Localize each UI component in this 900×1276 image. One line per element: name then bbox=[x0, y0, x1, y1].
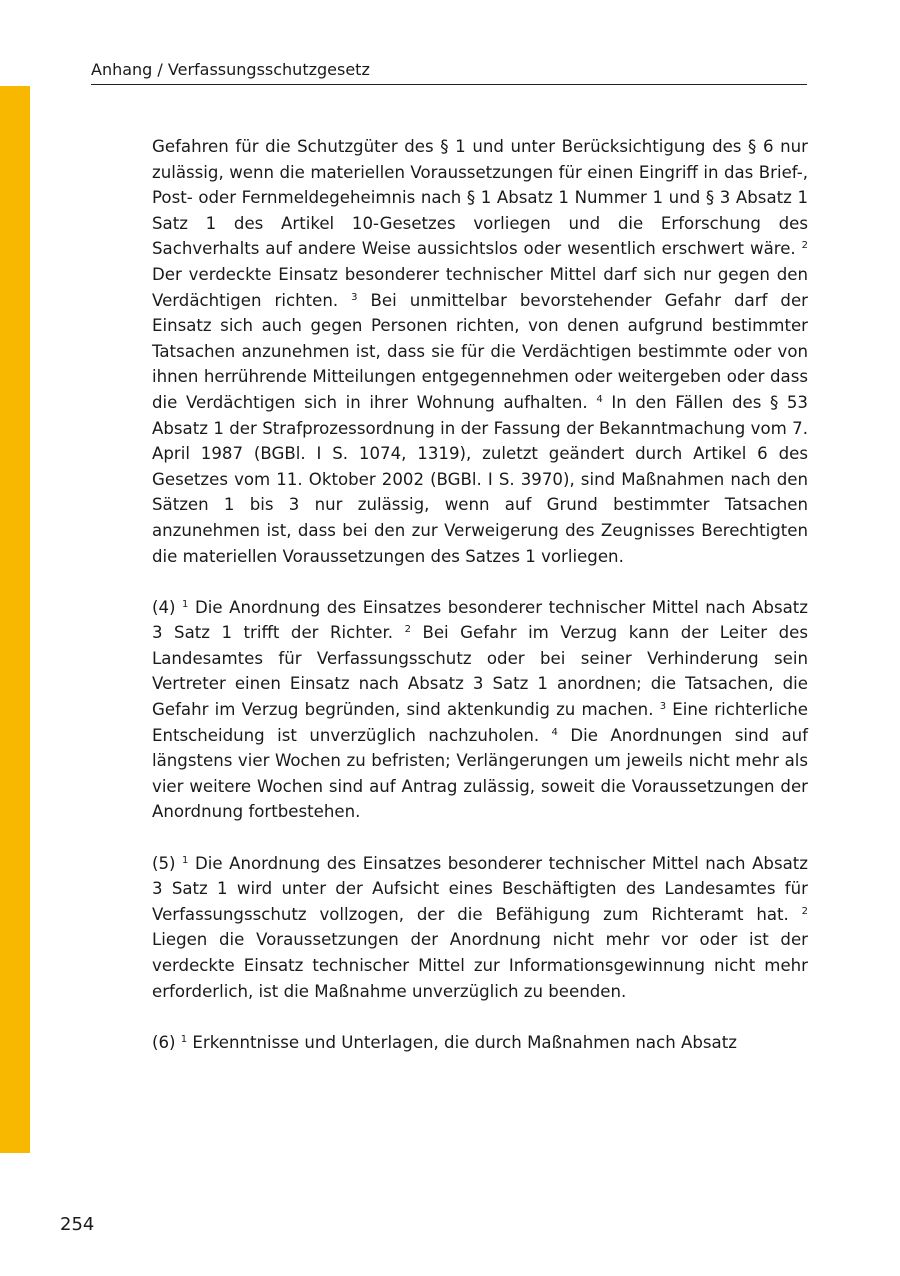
paragraph-label: (6) bbox=[152, 1032, 181, 1052]
paragraph-label: (5) bbox=[152, 853, 183, 873]
running-header: Anhang / Verfassungsschutzgesetz bbox=[91, 59, 807, 85]
sentence-number: 2 bbox=[404, 624, 411, 636]
body-text bbox=[152, 134, 808, 1055]
paragraph-5: (5) $^1$ Die Anordnung des Einsatzes besonderer technischer Mittel nach Absatz 3 Satz 1 wird unter der Aufsicht eines Beschäftigten des Landesamtes für Verfassungsschutz vollzogen, der die Befähigung zum Richteramt hat. $^2$ Liegen die Voraussetzungen der Anordnung nicht mehr vor oder ist der verdeckte Einsatz technischer Mittel zur Informationsgewinnung nicht mehr erforderlich, ist die Maßnahme unverzüglich zu beenden. bbox=[152, 853, 808, 1001]
paragraph-4: (4) $^1$ Die Anordnung des Einsatzes besonderer technischer Mittel nach Absatz 3 Satz 1 trifft der Richter. $^2$ Bei Gefahr im Verzug kann der Leiter des Landesamtes für Verfassungsschutz oder bei seiner Verhinderung sein Vertreter einen Einsatz nach Absatz 3 Satz 1 anordnen; die Tatsachen, die Gefahr im Verzug begründen, sind aktenkundig zu machen. $^3$ Eine richterliche Entscheidung ist unverzüglich nachzuholen. $^4$ Die Anordnungen sind auf längstens vier Wochen zu befristen; Verlängerungen um jeweils nicht mehr als vier weitere Wochen sind auf Antrag zulässig, soweit die Voraussetzungen der Anordnung fortbestehen. bbox=[152, 597, 808, 822]
sentence-number: 1 bbox=[182, 598, 189, 610]
sentence-number: 2 bbox=[801, 240, 808, 252]
page-number: 254 bbox=[60, 1214, 95, 1235]
sentence-number: 2 bbox=[801, 905, 808, 917]
sentence-number: 3 bbox=[659, 701, 667, 713]
yellow-side-bar bbox=[0, 86, 30, 1153]
sentence-number: 4 bbox=[596, 393, 603, 405]
paragraph-6: (6) $^1$ Erkenntnisse und Unterlagen, die durch Maßnahmen nach Absatz bbox=[152, 1032, 737, 1052]
paragraph-continued: Gefahren für die Schutzgüter des § 1 und unter Berücksichtigung des § 6 nur zulässig, wenn die materiellen Voraussetzungen für einen Eingriff in das Brief-, Post- oder Fernmeldegeheimnis nach § 1 Absatz 1 Nummer 1 und § 3 Absatz 1 Satz 1 des Artikel 10-Gesetzes vorliegen und die Erforschung des Sachverhalts auf andere Weise aussichtslos oder wesentlich erschwert wäre. $^2$ Der verdeckte Einsatz besonderer technischer Mittel darf sich nur gegen den Verdächtigen richten. $^3$ Bei unmittelbar bevorstehender Gefahr darf der Einsatz sich auch gegen Personen richten, von denen aufgrund bestimmter Tatsachen anzunehmen ist, dass sie für die Verdächtigen bestimmte oder von ihnen herrührende Mitteilungen entgegennehmen oder weitergeben oder dass die Verdächtigen sich in ihrer Wohnung aufhalten. $^4$ In den Fällen des § 53 Absatz 1 der Strafprozessordnung in der Fassung der Bekanntmachung vom 7. April 1987 (BGBl. I S. 1074, 1319), zuletzt geändert durch Artikel 6 des Gesetzes vom 11. Oktober 2002 (BGBl. I S. 3970), sind Maßnahmen nach den Sätzen 1 bis 3 nur zulässig, wenn auf Grund bestimmter Tatsachen anzunehmen ist, dass bei den zur Verweigerung des Zeugnisses Berechtigten die materiellen Voraussetzungen des Satzes 1 vorliegen. bbox=[152, 137, 808, 566]
sentence-number: 1 bbox=[180, 1033, 188, 1045]
sentence-number: 3 bbox=[351, 291, 358, 303]
sentence-number: 1 bbox=[182, 854, 189, 866]
paragraph-label: (4) bbox=[152, 597, 183, 617]
sentence-number: 4 bbox=[551, 726, 558, 738]
